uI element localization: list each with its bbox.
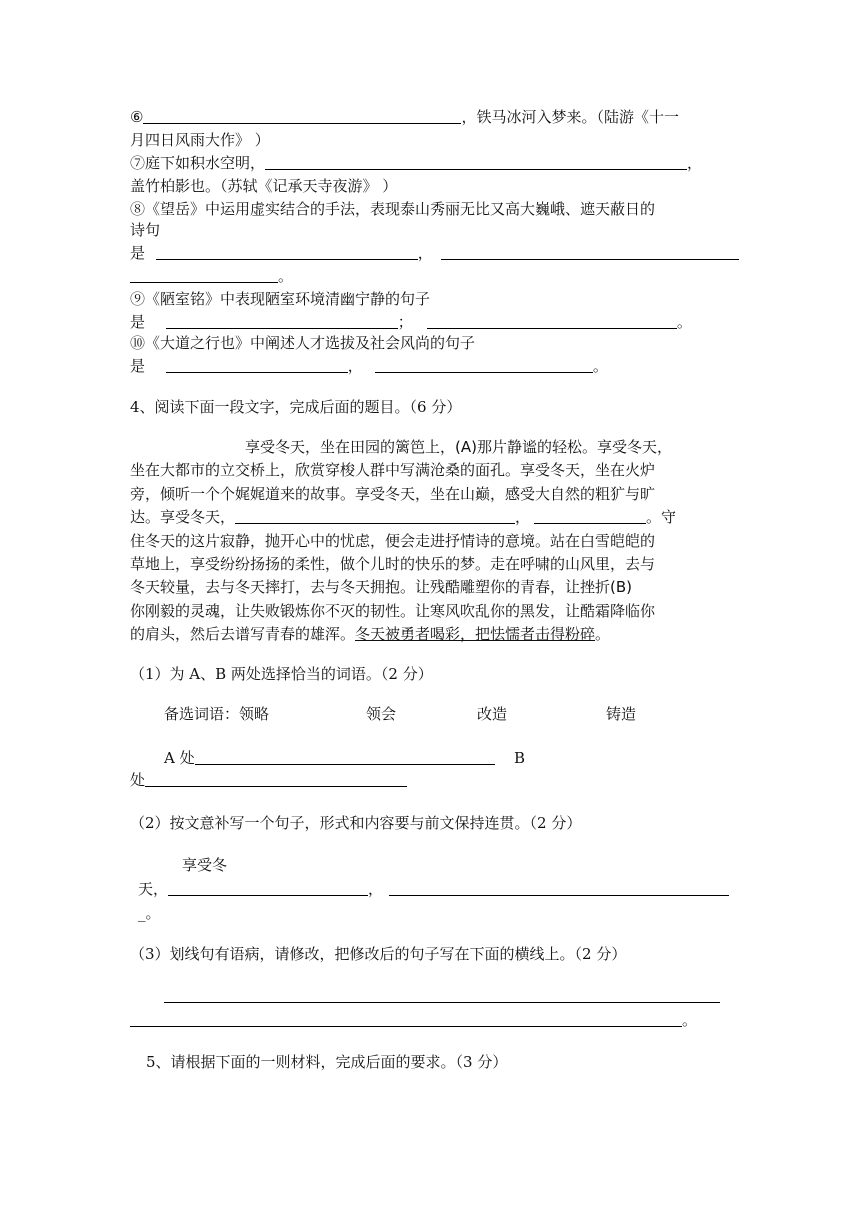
- item6-mark: ⑥: [130, 108, 144, 126]
- b-answer-line: [130, 770, 407, 790]
- passage-line-1: 享受冬天，坐在田园的篱笆上，(A)那片静谧的轻松。享受冬天，: [245, 438, 672, 456]
- item8-comma: ，: [417, 244, 433, 262]
- sub2-blank-1[interactable]: [168, 879, 368, 896]
- item8-answer-cont: [130, 266, 293, 286]
- option-4: 铸造: [606, 705, 637, 723]
- b-label: B: [514, 749, 526, 767]
- item8-question: ⑧《望岳》中运用虚实结合的手法，表现泰山秀丽无比又高大巍峨、遮天蔽日的: [130, 200, 656, 218]
- item8-question-cont: 诗句: [130, 221, 161, 239]
- item8-is: 是: [130, 244, 146, 262]
- item7-blank[interactable]: [265, 153, 687, 170]
- passage-line-4-mid: ，: [515, 508, 531, 527]
- item10-sep: ，: [347, 357, 363, 375]
- passage-line-9: [130, 623, 730, 646]
- passage-line-5: 住冬天的这片寂静，抛开心中的忧虑，便会走进抒情诗的意境。站在白雪皑皑的: [130, 531, 656, 550]
- sub2-line-1: 享受冬: [182, 856, 228, 874]
- item10-blank-2[interactable]: [375, 356, 593, 373]
- passage-line-4-end: 。守: [646, 508, 677, 527]
- passage-line-9-head: 的肩头，然后去谱写青春的雄浑。: [130, 625, 356, 644]
- item7-head: ⑦庭下如积水空明，: [130, 154, 266, 172]
- sub2-prefix: 天，: [138, 880, 169, 898]
- item9-blank-2[interactable]: [427, 312, 677, 329]
- passage-line-2: 坐在大都市的立交桥上，欣赏穿梭人群中写满沧桑的面孔。享受冬天，坐在火炉: [130, 461, 656, 480]
- passage-line-4-head: 达。享受冬天，: [130, 508, 236, 527]
- item7-cont: 盖竹柏影也。（苏轼《记承天寺夜游》 ）: [130, 177, 398, 195]
- underlined-sentence: 冬天被勇者喝彩，把怯懦者击得粉碎: [355, 625, 596, 644]
- item9-end: 。: [676, 313, 692, 331]
- item8-blank-3[interactable]: [130, 266, 278, 283]
- item7-end: ，: [687, 154, 703, 172]
- q5-title: 5、请根据下面的一则材料，完成后面的要求。（3 分）: [146, 1053, 508, 1071]
- sub2-comma: ，: [368, 880, 384, 898]
- item6-blank[interactable]: [143, 107, 461, 124]
- q4-title: 4、阅读下面一段文字，完成后面的题目。（6 分）: [130, 398, 462, 416]
- item6-line: [130, 107, 679, 127]
- sub3-end: 。: [682, 1011, 698, 1029]
- sub2-title: （2）按文意补写一个句子，形式和内容要与前文保持连贯。（2 分）: [130, 814, 582, 832]
- sub2-end: _。: [138, 904, 161, 922]
- option-3: 改造: [477, 705, 508, 723]
- item6-cont: 月四日风雨大作》 ）: [130, 131, 270, 149]
- sub3-blank-2[interactable]: [130, 1010, 682, 1027]
- item9-sep: ；: [397, 313, 413, 331]
- b-label-cont: 处: [130, 771, 146, 789]
- a-blank[interactable]: [195, 748, 495, 765]
- sub2-answer-line: [138, 879, 729, 899]
- q4-passage: [130, 436, 730, 647]
- option-2: 领会: [366, 705, 397, 723]
- passage-line-7: 冬天较量，去与冬天摔打，去与冬天拥抱。让残酷雕塑你的青春，让挫折(B): [130, 578, 632, 597]
- passage-line-9-end: 。: [595, 625, 611, 644]
- item10-question: ⑩《大道之行也》中阐述人才选拔及社会风尚的句子: [130, 334, 476, 352]
- sub3-title: （3）划线句有语病，请修改，把修改后的句子写在下面的横线上。（2 分）: [130, 945, 627, 963]
- item8-end: 。: [278, 267, 294, 285]
- item8-blank-2[interactable]: [441, 243, 739, 260]
- item8-blank-1[interactable]: [156, 243, 418, 260]
- sub2-blank-2[interactable]: [389, 879, 729, 896]
- b-blank[interactable]: [145, 770, 407, 787]
- sub3-answer-cont: [130, 1010, 697, 1030]
- item9-answer-line: [130, 312, 692, 332]
- item7-line: [130, 153, 702, 173]
- item6-tail: ，铁马冰河入梦来。（陆游《十一: [461, 108, 679, 126]
- a-label: A 处: [164, 749, 195, 767]
- item10-end: 。: [592, 357, 608, 375]
- item10-blank-1[interactable]: [166, 356, 348, 373]
- passage-blank-2[interactable]: [534, 507, 646, 524]
- sub1-title: （1）为 A、B 两处选择恰当的词语。（2 分）: [130, 665, 433, 683]
- item8-answer-line: [130, 243, 739, 263]
- passage-line-3: 旁，倾听一个个娓娓道来的故事。享受冬天，坐在山巅，感受大自然的粗犷与旷: [130, 484, 656, 503]
- item9-is: 是: [130, 313, 146, 331]
- item10-answer-line: [130, 356, 608, 376]
- sub3-blank-1[interactable]: [164, 1002, 720, 1003]
- passage-blank-1[interactable]: [235, 507, 515, 524]
- options-label: 备选词语：领略: [164, 705, 270, 723]
- item9-question: ⑨《陋室铭》中表现陋室环境清幽宁静的句子: [130, 290, 431, 308]
- item9-blank-1[interactable]: [166, 312, 398, 329]
- passage-line-8: 你刚毅的灵魂，让失败锻炼你不灭的韧性。让寒风吹乱你的黑发，让酷霜降临你: [130, 601, 656, 620]
- passage-line-4: [130, 506, 730, 529]
- item10-is: 是: [130, 357, 146, 375]
- passage-line-6: 草地上，享受纷纷扬扬的柔性，做个儿时的快乐的梦。走在呼啸的山风里，去与: [130, 555, 656, 574]
- a-answer-line: [164, 748, 495, 768]
